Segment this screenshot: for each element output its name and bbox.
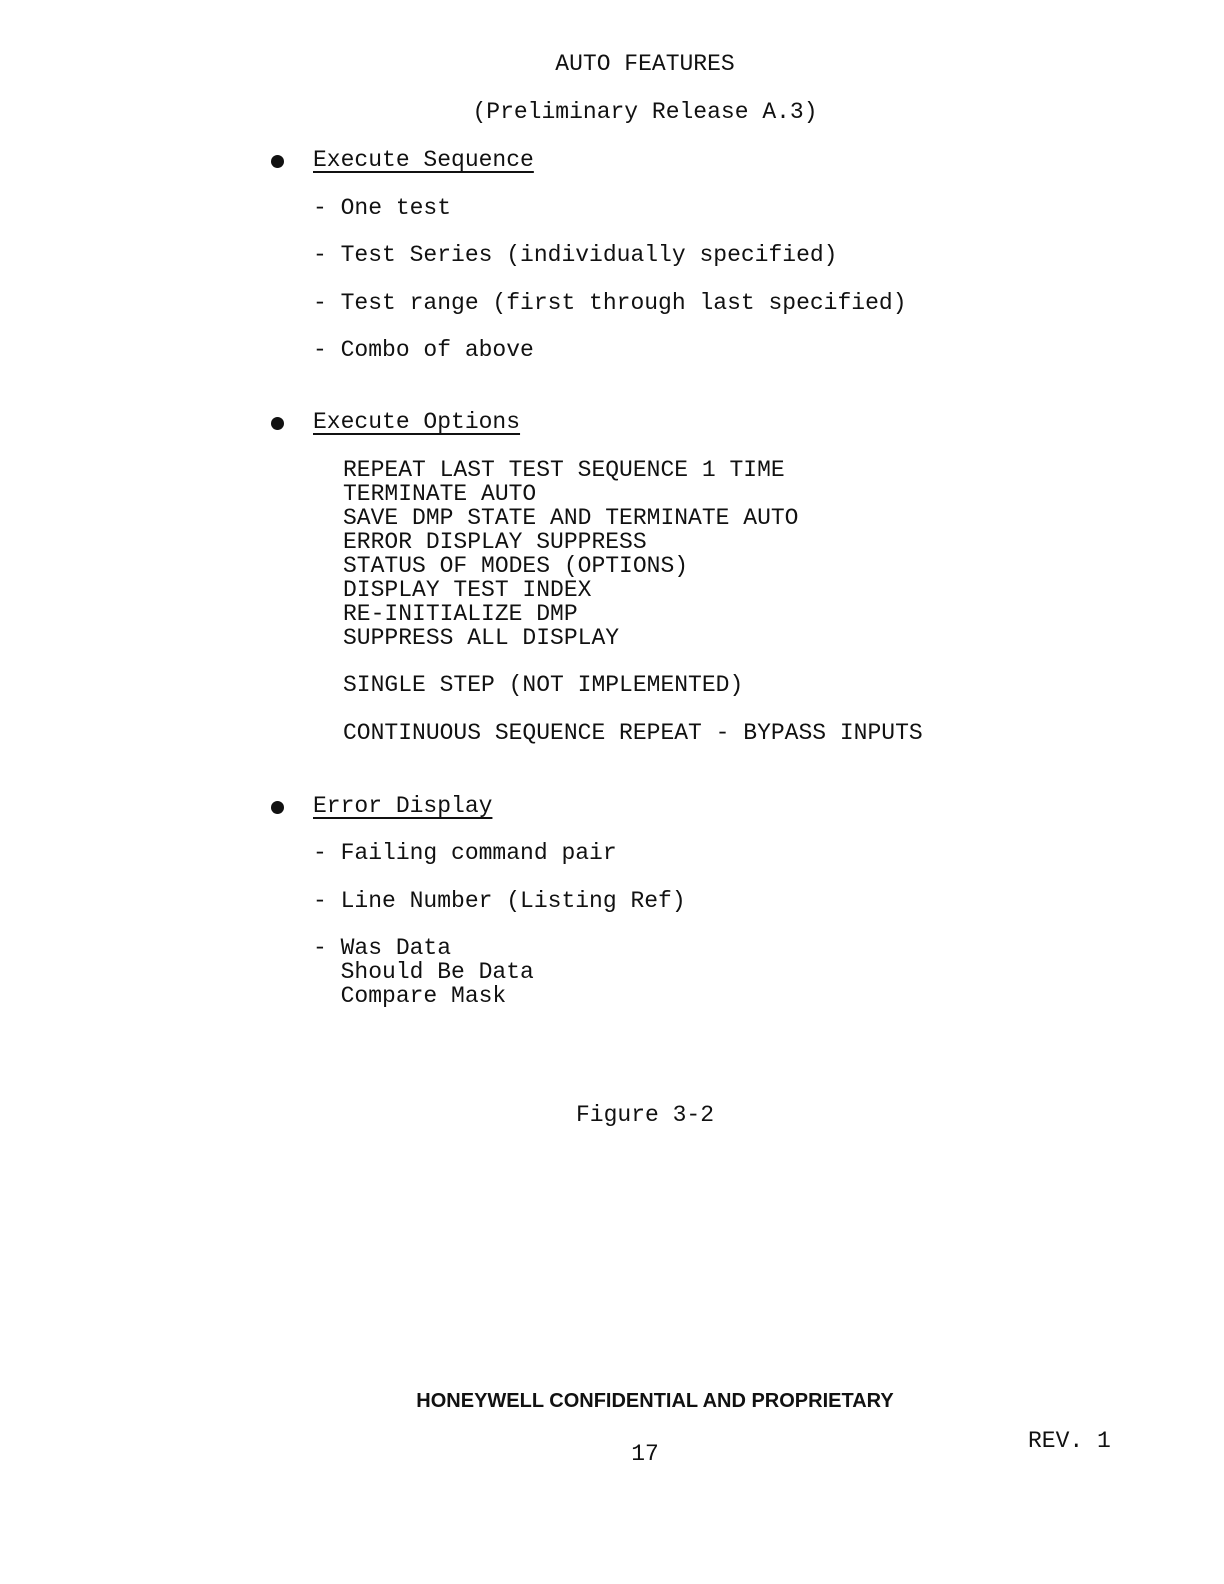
option-line: RE-INITIALIZE DMP: [343, 601, 578, 627]
option-line: TERMINATE AUTO: [343, 481, 537, 507]
option-line: SAVE DMP STATE AND TERMINATE AUTO: [343, 505, 799, 531]
list-item: - Test Series (individually specified): [313, 242, 838, 268]
list-item: - Line Number (Listing Ref): [313, 888, 686, 914]
bullet-icon: [271, 801, 284, 814]
page-number: 17: [631, 1441, 659, 1467]
bullet-icon: [271, 155, 284, 168]
section-heading-execute-options: Execute Options: [313, 409, 521, 435]
revision-label: REV. 1: [1028, 1428, 1111, 1454]
option-line: ERROR DISPLAY SUPPRESS: [343, 529, 647, 555]
confidential-notice: HONEYWELL CONFIDENTIAL AND PROPRIETARY: [416, 1390, 894, 1412]
option-line: SUPPRESS ALL DISPLAY: [343, 625, 620, 651]
page-title: AUTO FEATURES: [555, 51, 735, 77]
list-item: Should Be Data: [313, 959, 534, 985]
section-heading-error-display: Error Display: [313, 793, 493, 819]
option-line-single-step: SINGLE STEP (NOT IMPLEMENTED): [343, 672, 744, 698]
section-heading-execute-sequence: Execute Sequence: [313, 147, 534, 173]
list-item: - One test: [313, 195, 452, 221]
list-item: - Test range (first through last specified): [313, 290, 907, 316]
bullet-icon: [271, 417, 284, 430]
option-line: DISPLAY TEST INDEX: [343, 577, 592, 603]
list-item: Compare Mask: [313, 983, 507, 1009]
list-item: - Failing command pair: [313, 840, 617, 866]
option-line: STATUS OF MODES (OPTIONS): [343, 553, 689, 579]
option-line-continuous: CONTINUOUS SEQUENCE REPEAT - BYPASS INPUTS: [343, 720, 923, 746]
option-line: REPEAT LAST TEST SEQUENCE 1 TIME: [343, 457, 785, 483]
page-subtitle: (Preliminary Release A.3): [472, 99, 818, 125]
list-item: - Combo of above: [313, 337, 534, 363]
figure-caption: Figure 3-2: [575, 1102, 715, 1128]
list-item: - Was Data: [313, 935, 452, 961]
